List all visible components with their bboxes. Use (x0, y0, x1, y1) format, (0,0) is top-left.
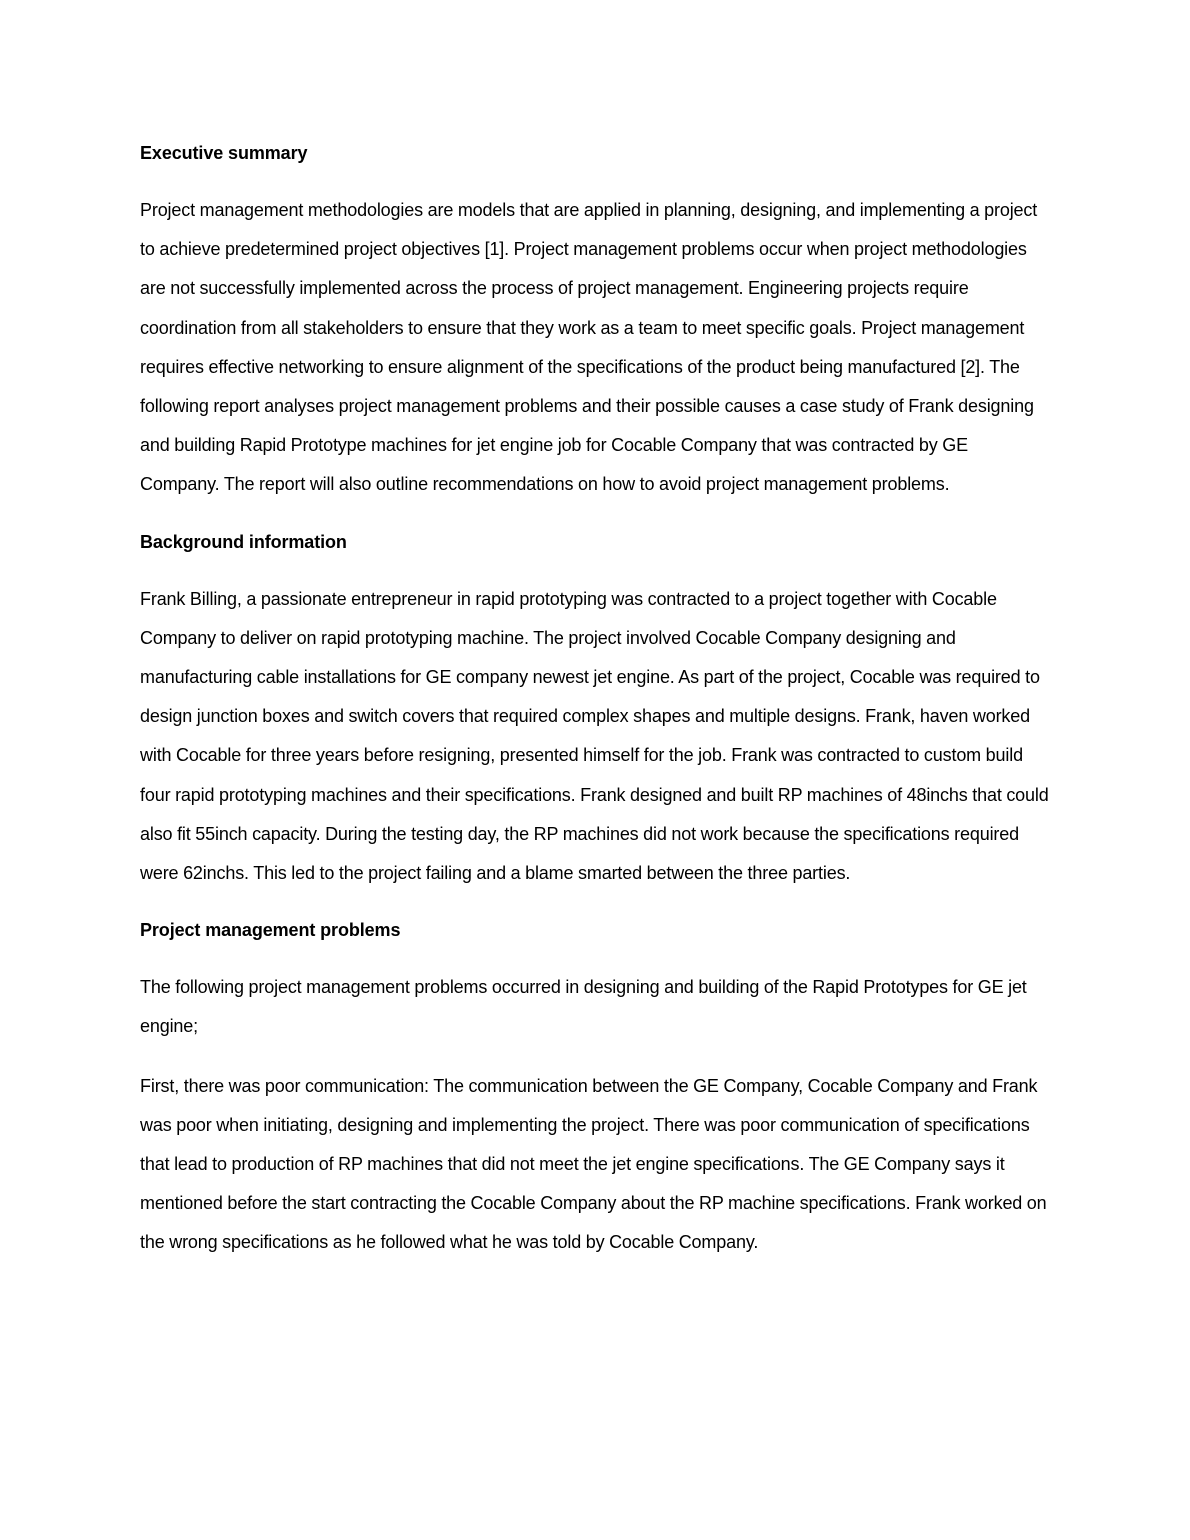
paragraph: Project management methodologies are models that are applied in planning, designing, and implementing a project to achieve predetermined project objectives [1]. Project management problems occur when project methodologies are not successfully implemented across the process of project management. Engineering projects require coordination from all stakeholders to ensure that they work as a team to meet specific goals. Project management requires effective networking to ensure alignment of the specifications of the product being manufactured [2]. The following report analyses project management problems and their possible causes a case study of Frank designing and building Rapid Prototype machines for jet engine job for Cocable Company that was contracted by GE Company. The report will also outline recommendations on how to avoid project management problems. (140, 200, 1038, 495)
section-executive-summary (140, 136, 1052, 505)
section-heading: Background information (140, 531, 347, 552)
section-heading: Project management problems (140, 920, 401, 941)
paragraph: First, there was poor communication: The communication between the GE Company, Cocable Company and Frank was poor when initiating, designing and implementing the project. There was poor communication of specifications that lead to production of RP machines that did not meet the jet engine specifications. The GE Company says it mentioned before the start contracting the Cocable Company about the RP machine specifications. Frank worked on the wrong specifications as he followed what he was told by Cocable Company. (140, 1075, 1047, 1253)
document-page (140, 136, 1052, 1263)
section-project-management-problems (140, 913, 1052, 1262)
section-heading: Executive summary (140, 143, 308, 163)
paragraph: Frank Billing, a passionate entrepreneur in rapid prototyping was contracted to a project together with Cocable Company to deliver on rapid prototyping machine. The project involved Cocable Company designing and manufacturing cable installations for GE company newest jet engine. As part of the project, Cocable was required to design junction boxes and switch covers that required complex shapes and multiple designs. Frank, haven worked with Cocable for three years before resigning, presented himself for the job. Frank was contracted to custom build four rapid prototyping machines and their specifications. Frank designed and built RP machines of 48inchs that could also fit 55inch capacity. During the testing day, the RP machines did not work because the specifications required were 62inchs. This led to the project failing and a blame smarted between the three parties. (140, 588, 1049, 884)
paragraph: The following project management problems occurred in designing and building of the Rapid Prototypes for GE jet engine; (140, 977, 1027, 1037)
section-background-information (140, 525, 1052, 894)
